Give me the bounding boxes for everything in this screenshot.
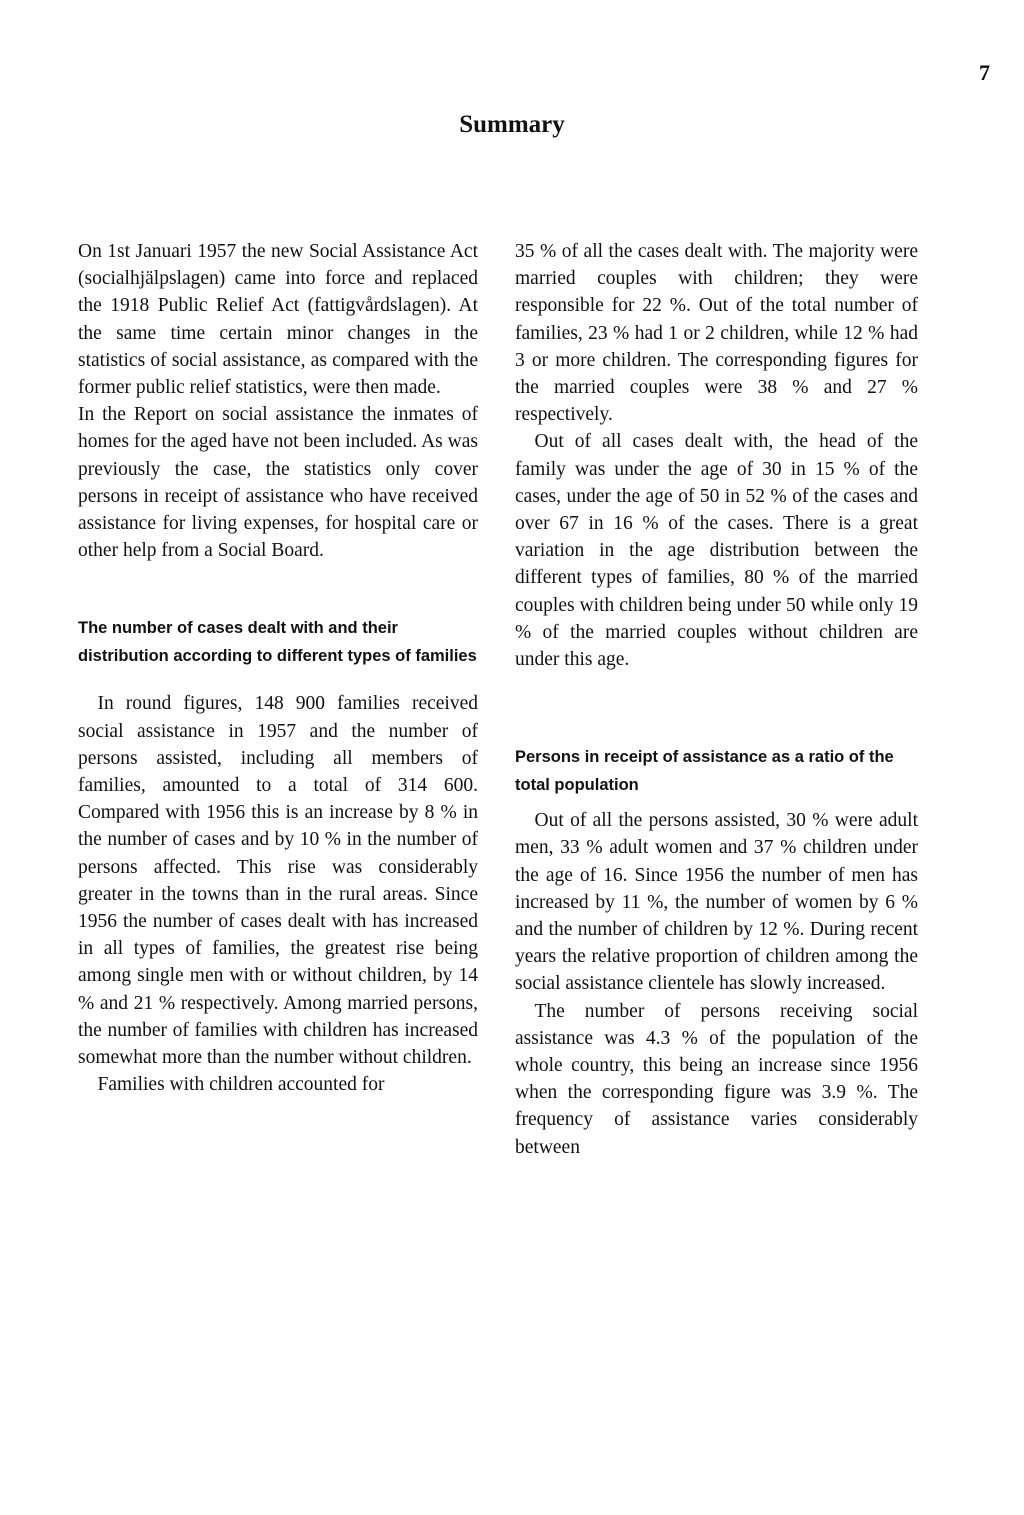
section-heading-ratio: Persons in receipt of assistance as a ratio of the total population — [515, 748, 894, 795]
page-title: Summary — [459, 111, 565, 138]
right-column — [515, 238, 918, 1161]
body-paragraph: 35 % of all the cases dealt with. The majority were married couples with children; they were responsible for 22 %. Out of the total number of families, 23 % had 1 or 2 children, while 12 % had 3 or more children. The corresponding figures for the married couples were 38 % and 27 % respectively. — [515, 241, 918, 426]
body-paragraph: The number of persons receiving social assistance was 4.3 % of the population of the whole country, this being an increase since 1956 when the corresponding figure was 3.9 %. The frequency of assistance varies considerably between — [515, 1000, 918, 1158]
body-paragraph: Families with children accounted for — [97, 1074, 385, 1096]
body-paragraph: Out of all cases dealt with, the head of the family was under the age of 30 in 15 % of the cases, under the age of 50 in 52 % of the cases and over 67 in 16 % of the cases. There is a great variation in the age distribution between the different types of families, 80 % of the married couples with children being under 50 while only 19 % of the married couples without children are under this age. — [515, 431, 918, 671]
intro-paragraph: In the Report on social assistance the inmates of homes for the aged have not been included. As was previously the case, the statistics only cover persons in receipt of assistance who have received assistance for living expenses, for hospital care or other help from a Social Board. — [78, 404, 478, 562]
body-paragraph: Out of all the persons assisted, 30 % were adult men, 33 % adult women and 37 % children under the age of 16. Since 1956 the number of men has increased by 11 %, the number of women by 6 % and the number of children by 12 %. During recent years the relative proportion of children among the social assistance clientele has slowly increased. — [515, 810, 918, 995]
left-column — [78, 238, 478, 1098]
intro-paragraph: On 1st Januari 1957 the new Social Assistance Act (socialhjälpslagen) came into force and replaced the 1918 Public Relief Act (fattigvårdslagen). At the same time certain minor changes in the statistics of social assistance, as compared with the former public relief statistics, were then made. — [78, 241, 478, 399]
page-number: 7 — [979, 60, 990, 85]
body-paragraph: In round figures, 148 900 families received social assistance in 1957 and the number of persons assisted, including all members of families, amounted to a total of 314 600. Compared with 1956 this is an increase by 8 % in the number of cases and by 10 % in the number of persons affected. This rise was considerably greater in the towns than in the rural areas. Since 1956 the number of cases dealt with has increased in all types of families, the greatest rise being among single men with or without children, by 14 % and 21 % respectively. Among married persons, the number of families with children has increased somewhat more than the number without children. — [78, 693, 478, 1069]
section-heading-cases: The number of cases dealt with and their distribution according to different types of families — [78, 619, 477, 666]
